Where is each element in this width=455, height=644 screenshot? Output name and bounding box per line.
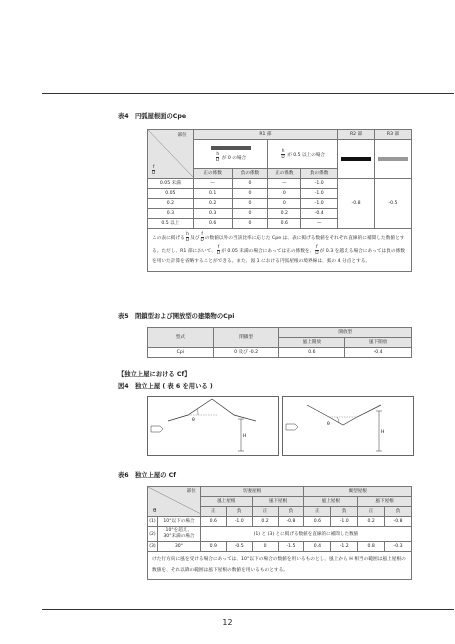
table-cell: 0.6 [268,219,301,229]
table-cell: -1.2 [331,542,358,552]
table-cell: 0.3 [193,209,232,219]
top-rule [42,93,454,94]
r3-swatch-cell [375,140,412,179]
r3-bar-swatch [378,157,408,161]
table-cell: 0.2 [358,517,385,527]
neg-header: 負 [226,507,252,517]
table-cell: -0.8 [385,517,412,527]
figure4-butterfly [282,396,414,456]
r3-header: R3 部 [375,130,412,140]
r2-bar-swatch [341,157,371,161]
windward-open-header: 風上開放 [279,338,345,348]
leeward-value: -0.4 [345,348,412,358]
neg-header: 負 [331,507,358,517]
r2-swatch-cell [338,140,375,179]
table4 [147,129,412,272]
table6 [147,486,412,580]
gable-windward: 風上屋根 [200,497,252,507]
table-cell: -1.0 [301,199,338,209]
row-label: 10°を超え、 30°未満の場合 [157,527,200,542]
table5 [147,327,412,358]
zone-header: 部位 [186,489,196,494]
r3-value: -0.5 [375,179,412,229]
table-cell: -0.4 [301,209,338,219]
table-cell: -1.0 [331,517,358,527]
table-cell: — [193,179,232,189]
table-cell: 0.2 [148,199,194,209]
figure4-gable [147,396,279,456]
gable-leeward: 風下屋根 [252,497,304,507]
pos-coef-a: 正の係数 [193,169,232,179]
figure4-caption: 図4 独立上屋 ( 表 6 を用いる ) [118,383,213,390]
table-cell: 0 [252,542,278,552]
table-cell: 0 [232,209,268,219]
r1-bar-swatch [211,146,251,150]
table4-caption: 表4 円弧屋根面のCpe [118,113,187,120]
table-cell: 0 [232,189,268,199]
table-cell: -1.0 [301,189,338,199]
theta-label: θ [327,422,330,427]
page-number: 12 [222,618,233,627]
h-label: H [243,434,247,439]
table-cell: 0.6 [200,517,226,527]
closed-header: 閉鎖型 [213,328,279,348]
row-label: 30° [157,542,200,552]
table-cell: 0.5 以上 [148,219,194,229]
case0-text: が 0 の場合 [221,155,247,161]
pos-header: 正 [304,507,331,517]
table-cell: -0.3 [385,542,412,552]
neg-coef-b: 負の係数 [301,169,338,179]
zone-header: 部位 [177,133,187,138]
r1-header: R1 部 [193,130,337,140]
r1-case05-cell [268,140,338,169]
table-row [148,517,412,527]
gable-roof-diagram [148,397,278,455]
gable-header: 切妻屋根 [200,487,304,497]
neg-coef-a: 負の係数 [232,169,268,179]
table-cell: 0.4 [304,542,331,552]
open-header: 開放型 [279,328,412,338]
table-cell: -1.0 [301,179,338,189]
theta-header: θ [153,508,157,514]
h-over-d: $\frac{h}{D}$ [216,151,220,163]
table-cell: 0.05 未満 [148,179,194,189]
table-cell: 0 [232,179,268,189]
closed-value: 0 及び -0.2 [213,348,279,358]
table-cell: 0.9 [200,542,226,552]
table-row [148,179,412,189]
table-cell: — [268,179,301,189]
table6-caption: 表6 独立上屋の Cf [118,472,177,479]
table-cell: 0 [268,189,301,199]
table4-note: この表に掲げる $\frac{h}{D}$ 及び $\frac{f}{D}$ の数値以外の当該比率に応じた Cpe は、表に掲げる数値をそれぞれ直線的に補間した数値とする。ただし、R1 部において、 $\frac{f}{D}$ が 0.05 未満の場合にあっては正の係数を、 $\frac{f}{D}$ が 0.3 を越える場合にあっては負の係数を用いた計算を省略することができる。また、図 1 における円弧屋根の境界線は、弧の 4 分点とする。 [148,229,412,272]
table-row [148,527,412,542]
theta-label: θ [192,418,195,423]
windward-value: 0.6 [279,348,345,358]
cpi-label: Cpi [148,348,214,358]
table6-diagonal-header [148,487,201,517]
pent-header: 翼型屋根 [304,487,412,497]
pos-header: 正 [252,507,278,517]
table5-caption: 表5 閉鎖型および開放型の建築物のCpi [118,313,235,320]
r2-header: R2 部 [338,130,375,140]
pos-coef-b: 正の係数 [268,169,301,179]
table-row [148,542,412,552]
r2-value: -0.8 [338,179,375,229]
pos-header: 正 [200,507,226,517]
type-header: 型式 [148,328,214,348]
table-cell: -1.0 [226,517,252,527]
case05-text: が 0.5 以上の場合 [287,152,325,158]
section-heading: 【独立上屋における Cf】 [118,371,191,378]
neg-header: 負 [278,507,304,517]
table-cell: 0.8 [358,542,385,552]
table-cell: 0 [232,219,268,229]
table-cell: -0.5 [226,542,252,552]
pos-header: 正 [358,507,385,517]
pent-leeward: 風下屋根 [358,497,412,507]
bottom-rule [42,609,454,610]
table-cell: 0.2 [268,209,301,219]
table-cell: 0 [268,199,301,209]
interpolation-text: (1) と (3) とに掲げる数値を直線的に補間した数値 [200,527,411,542]
leeward-open-header: 風下開放 [345,338,412,348]
row-label: 10°以下の場合 [157,517,200,527]
table-cell: 0.3 [148,209,194,219]
table-cell: 0.1 [193,189,232,199]
table4-diagonal-header [148,130,194,179]
h-over-d: $\frac{h}{D}$ [281,148,285,160]
table-cell: -0.8 [278,517,304,527]
table-cell: 0 [232,199,268,209]
butterfly-roof-diagram [283,397,413,455]
table-cell: — [301,219,338,229]
h-label: H [381,430,385,435]
row-number: (3) [148,542,158,552]
table6-note: けた行方向に風を受ける場合にあっては、10°以下の場合の数値を用いるものとし、風上から H 相当の範囲は風上屋根の数値を、それ以降の範囲は風下屋根の数値を用いるものとする。 [148,552,412,580]
table-cell: 0.2 [193,199,232,209]
table-cell: -1.5 [278,542,304,552]
table-cell: 0.2 [252,517,278,527]
table-cell: 0.6 [304,517,331,527]
f-over-d-label: $\frac{f}{D}$ [152,165,156,176]
row-number: (1) [148,517,158,527]
r1-case0-cell [193,140,268,169]
neg-header: 負 [385,507,412,517]
table-cell: 0.05 [148,189,194,199]
row-number: (2) [148,527,158,542]
pent-windward: 風上屋根 [304,497,358,507]
table-row [148,348,412,358]
table-cell: 0.6 [193,219,232,229]
